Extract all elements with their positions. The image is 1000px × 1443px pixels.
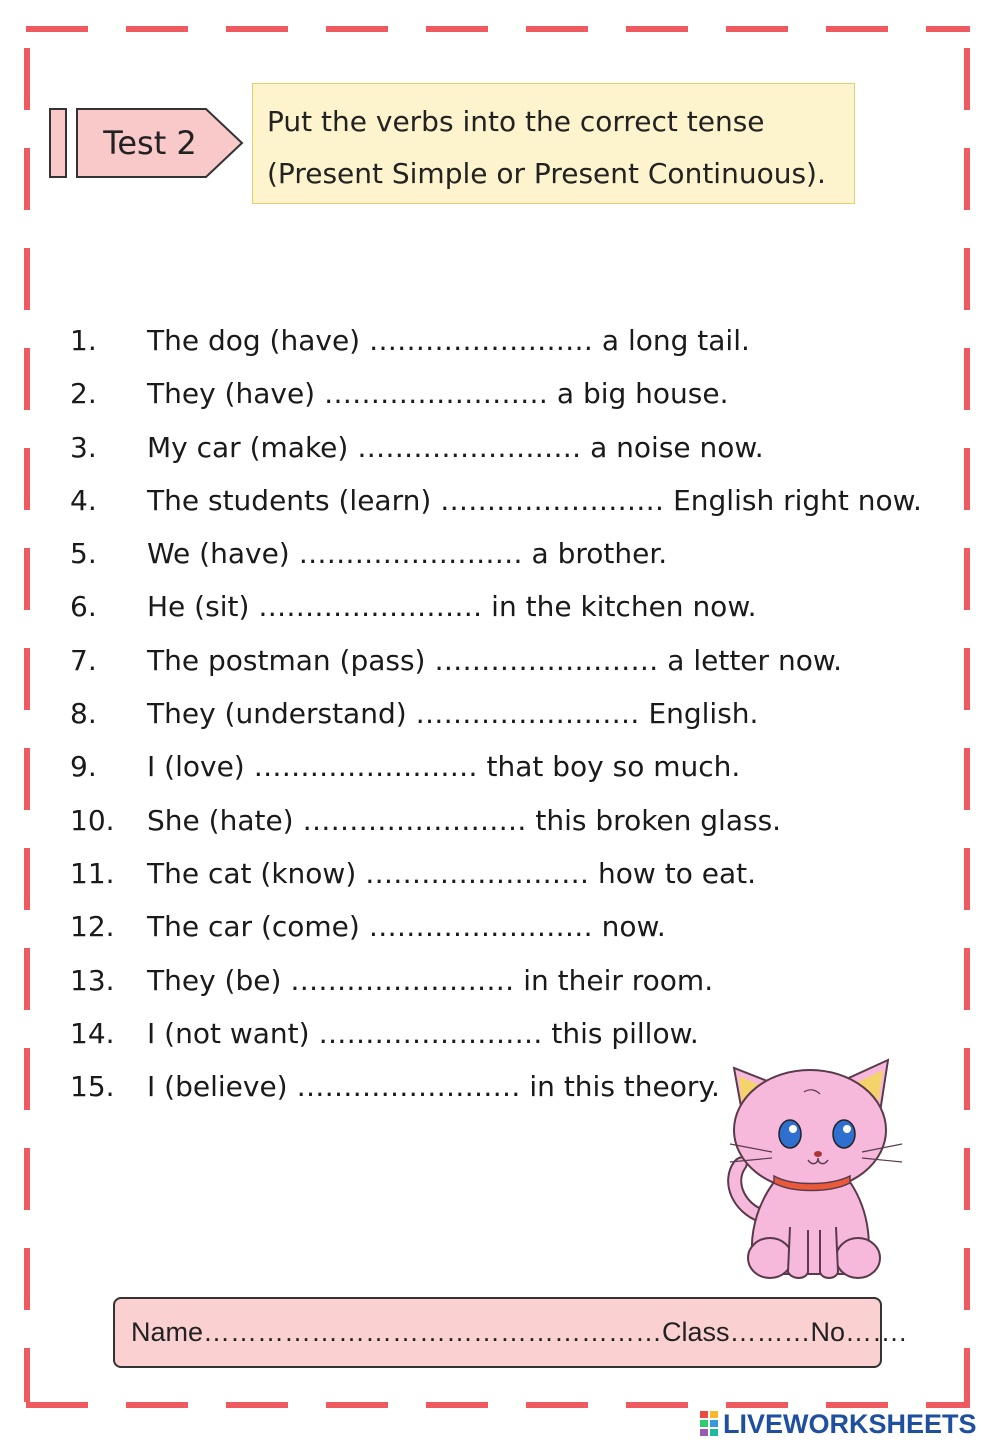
- question-item: [70, 527, 950, 580]
- question-text[interactable]: He (sit) …………………… in the kitchen now.: [147, 590, 757, 624]
- question-text[interactable]: I (not want) …………………… this pillow.: [147, 1016, 699, 1050]
- dashed-border-left: [24, 48, 30, 1402]
- question-text[interactable]: She (hate) …………………… this broken glass.: [147, 803, 782, 837]
- question-item: [70, 421, 950, 474]
- test-label: Test 2: [103, 124, 197, 162]
- question-text[interactable]: They (be) …………………… in their room.: [147, 963, 714, 997]
- dashed-border-top: [26, 26, 970, 32]
- question-text[interactable]: The dog (have) …………………… a long tail.: [147, 324, 750, 357]
- question-item: [70, 954, 950, 1007]
- instruction-line-2: (Present Simple or Present Continuous).: [267, 157, 826, 190]
- instruction-box: [252, 83, 855, 204]
- question-number: 4.: [70, 483, 97, 517]
- question-text[interactable]: The cat (know) …………………… how to eat.: [147, 856, 756, 890]
- logo-text: LIVEWORKSHEETS: [723, 1408, 977, 1439]
- question-text[interactable]: We (have) …………………… a brother.: [147, 537, 668, 571]
- student-info-box[interactable]: Name……………………………………………Class………No…….: [113, 1297, 882, 1368]
- question-number: 10.: [70, 803, 115, 837]
- question-text[interactable]: The car (come) …………………… now.: [147, 910, 666, 944]
- question-number: 6.: [70, 590, 97, 624]
- dashed-border-right: [964, 48, 970, 1402]
- question-number: 15.: [70, 1070, 115, 1104]
- logo-mark-icon: [700, 1411, 720, 1437]
- question-item: [70, 847, 950, 900]
- tag-side-bar: [49, 108, 67, 178]
- pink-cat-icon: [712, 1052, 907, 1284]
- question-item: [70, 794, 950, 847]
- question-text[interactable]: They (understand) …………………… English.: [147, 697, 759, 731]
- question-text[interactable]: The students (learn) …………………… English right now.: [147, 483, 922, 517]
- question-number: 5.: [70, 537, 97, 571]
- question-text[interactable]: My car (make) …………………… a noise now.: [147, 430, 764, 464]
- question-text[interactable]: I (believe) …………………… in this theory.: [147, 1070, 720, 1104]
- liveworksheets-logo: [700, 1408, 977, 1440]
- question-item: [70, 687, 950, 740]
- question-text[interactable]: The postman (pass) …………………… a letter now.: [147, 643, 843, 677]
- question-item: [70, 314, 950, 367]
- question-number: 12.: [70, 910, 115, 944]
- question-number: 3.: [70, 430, 97, 464]
- question-item: [70, 474, 950, 527]
- question-number: 9.: [70, 750, 97, 784]
- question-text[interactable]: I (love) …………………… that boy so much.: [147, 750, 741, 784]
- question-list: [70, 314, 950, 1113]
- question-number: 11.: [70, 856, 115, 890]
- instruction-line-1: Put the verbs into the correct tense: [267, 105, 765, 138]
- question-number: 7.: [70, 643, 97, 677]
- question-item: [70, 740, 950, 793]
- question-item: [70, 634, 950, 687]
- question-text[interactable]: They (have) …………………… a big house.: [147, 377, 729, 411]
- question-item: [70, 580, 950, 633]
- question-number: 1.: [70, 324, 97, 357]
- question-number: 14.: [70, 1016, 115, 1050]
- question-item: [70, 900, 950, 953]
- question-item: [70, 367, 950, 420]
- question-number: 2.: [70, 377, 97, 411]
- question-number: 13.: [70, 963, 115, 997]
- question-number: 8.: [70, 697, 97, 731]
